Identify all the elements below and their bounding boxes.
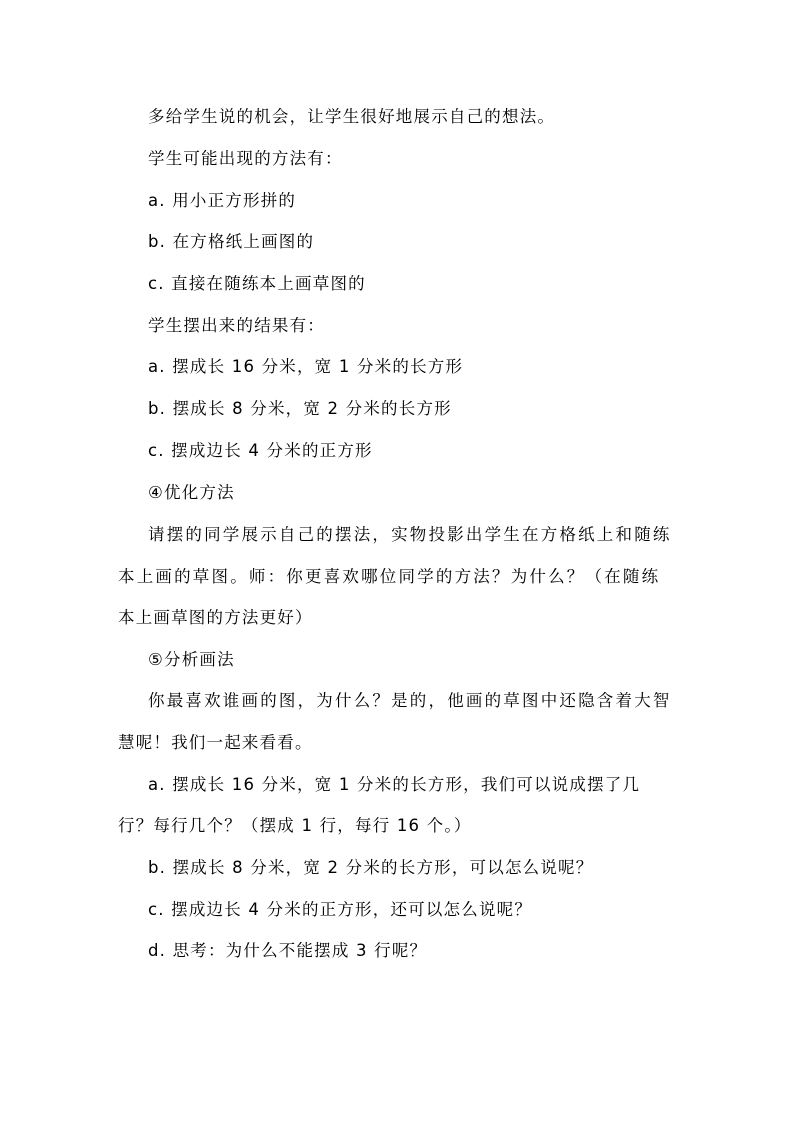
- methods-heading: 学生可能出现的方法有：: [148, 149, 343, 168]
- result-item-b: b. 摆成长 8 分米，宽 2 分米的长方形: [148, 399, 452, 418]
- analysis-item-d: d. 思考：为什么不能摆成 3 行呢？: [148, 941, 428, 960]
- result-item-c: c. 摆成边长 4 分米的正方形: [148, 441, 373, 460]
- section-heading-analyze: ⑤分析画法: [148, 650, 235, 669]
- analysis-item-c: c. 摆成边长 4 分米的正方形，还可以怎么说呢？: [148, 900, 533, 919]
- method-item-a: a. 用小正方形拼的: [148, 191, 297, 210]
- paragraph-intro: 多给学生说的机会，让学生很好地展示自己的想法。: [148, 107, 556, 126]
- analysis-item-a-line-1: a. 摆成长 16 分米，宽 1 分米的长方形，我们可以说成摆了几: [148, 775, 641, 794]
- method-item-b: b. 在方格纸上画图的: [148, 232, 315, 251]
- paragraph-optimize-line-2: 本上画的草图。师：你更喜欢哪位同学的方法？为什么？（在随练: [118, 567, 661, 586]
- paragraph-analyze-line-2: 慧呢！我们一起来看看。: [118, 733, 313, 752]
- paragraph-optimize-line-1: 请摆的同学展示自己的摆法，实物投影出学生在方格纸上和随练: [148, 525, 672, 544]
- section-heading-optimize: ④优化方法: [148, 483, 235, 502]
- paragraph-optimize-line-3: 本上画草图的方法更好）: [118, 608, 313, 627]
- result-item-a: a. 摆成长 16 分米，宽 1 分米的长方形: [148, 357, 464, 376]
- method-item-c: c. 直接在随练本上画草图的: [148, 274, 366, 293]
- analysis-item-a-line-2: 行？每行几个？（摆成 1 行，每行 16 个。）: [118, 816, 472, 835]
- paragraph-analyze-line-1: 你最喜欢谁画的图，为什么？是的，他画的草图中还隐含着大智: [148, 691, 672, 710]
- analysis-item-b: b. 摆成长 8 分米，宽 2 分米的长方形，可以怎么说呢？: [148, 858, 594, 877]
- results-heading: 学生摆出来的结果有：: [148, 316, 325, 335]
